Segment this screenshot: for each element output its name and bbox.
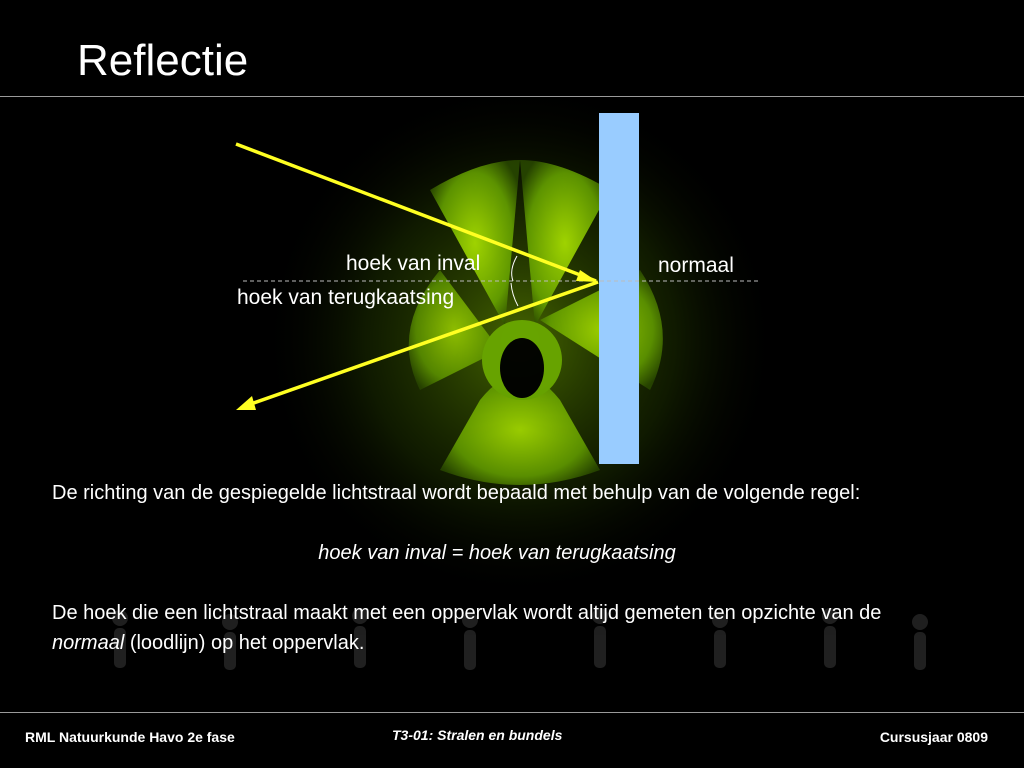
paragraph-1: De richting van de gespiegelde lichtstraal wordt bepaald met behulp van de volgende regel: (52, 482, 861, 504)
incidence-angle-arc (512, 256, 517, 281)
mirror (599, 113, 639, 464)
reflected-arrowhead (236, 396, 256, 410)
footer-year: Cursusjaar 0809 (879, 729, 988, 745)
incidence-angle-label: hoek van inval (346, 252, 481, 275)
normal-label: normaal (658, 254, 734, 277)
paragraph-2-end: (loodlijn) op het oppervlak. (124, 632, 365, 654)
reflection-diagram (0, 100, 1024, 470)
title-divider (0, 96, 1024, 97)
slide-title: Reflectie (77, 36, 249, 85)
reflection-angle-label: hoek van terugkaatsing (237, 286, 455, 309)
footer-course: RML Natuurkunde Havo 2e fase (25, 729, 235, 745)
normal-emphasis: normaal (52, 632, 125, 654)
footer-divider (0, 712, 1024, 713)
reflection-angle-arc (511, 283, 518, 306)
paragraph-2 (52, 598, 952, 658)
reflection-rule: hoek van inval = hoek van terugkaatsing (318, 542, 676, 564)
body-text (52, 478, 952, 658)
paragraph-2-text: De hoek die een lichtstraal maakt met een oppervlak wordt altijd gemeten ten opzichte van de (52, 602, 882, 624)
incident-arrowhead (576, 270, 598, 282)
footer-topic: T3-01: Stralen en bundels (392, 727, 563, 743)
